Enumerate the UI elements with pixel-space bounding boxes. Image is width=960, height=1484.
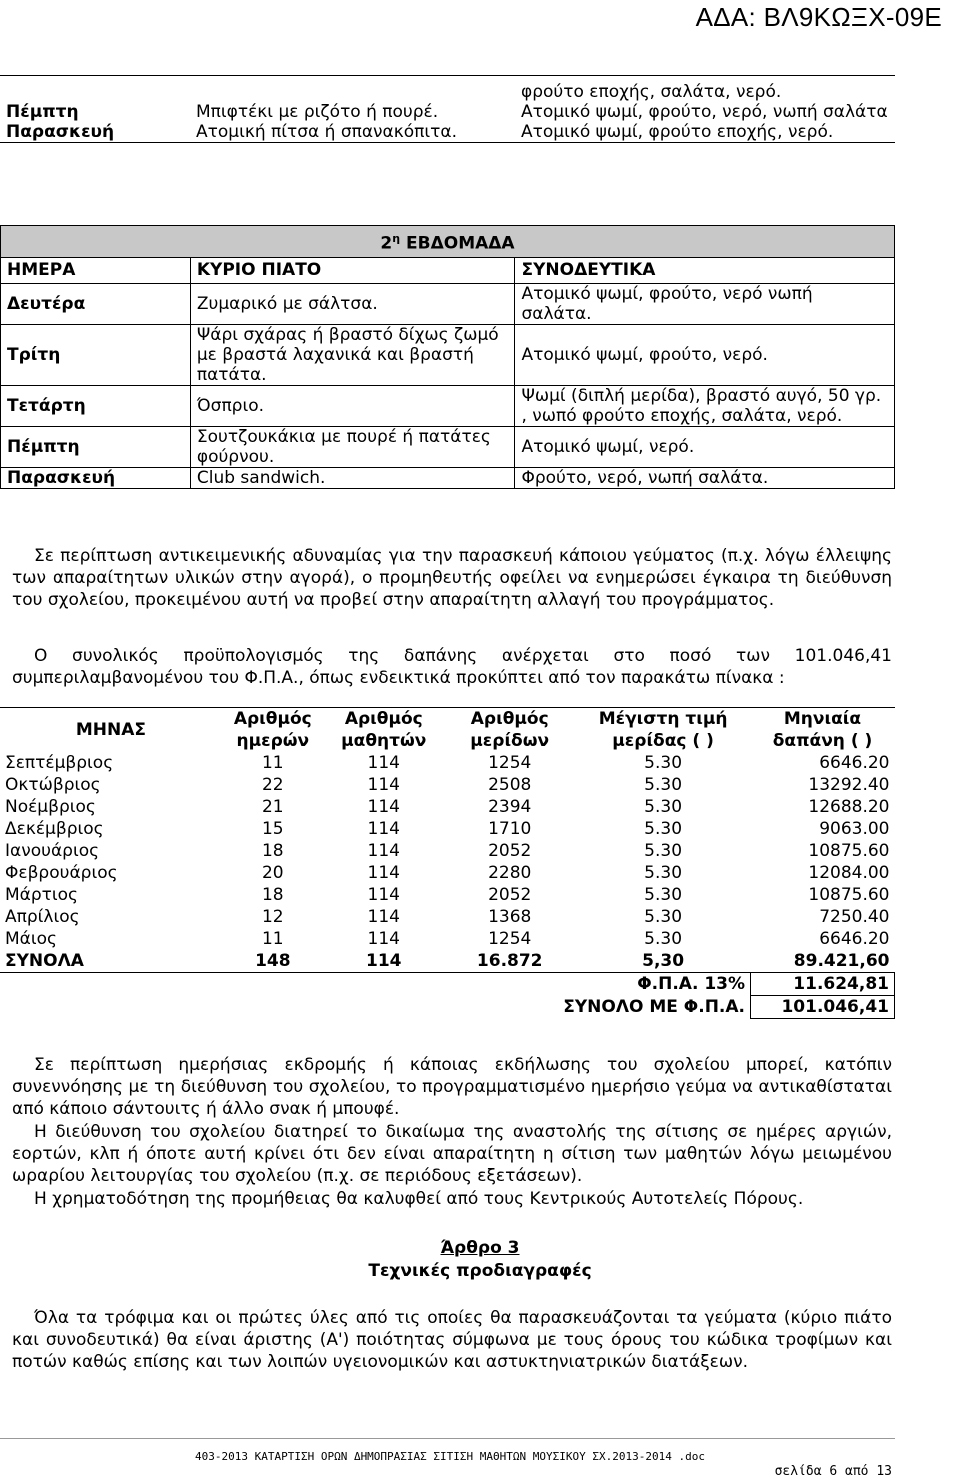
budget-cell: 2280 [488, 863, 532, 883]
side-dish-cell: Ατομικό ψωμί, φρούτο, νερό. [515, 324, 895, 385]
budget-cell: 10875.60 [808, 885, 890, 905]
totals-row [0, 950, 895, 973]
week2-menu-table [0, 225, 895, 489]
budget-cell: Οκτώβριος [5, 775, 101, 795]
column-header-max-price: Μέγιστη τιμή μερίδας ( ) [598, 709, 728, 751]
budget-cell: 114 [367, 775, 400, 795]
budget-cell: Μάιος [5, 929, 58, 949]
budget-cell: 18 [261, 841, 284, 861]
budget-cell: 20 [261, 863, 284, 883]
day-cell: Δευτέρα [1, 283, 191, 324]
budget-cell: Δεκέμβριος [5, 819, 104, 839]
day-cell: Πέμπτη [1, 426, 191, 467]
side-dish-cell: Ψωμί (διπλή μερίδα), βραστό αυγό, 50 γρ. , νωπό φρούτο εποχής, σαλάτα, νερό. [515, 385, 895, 426]
totals-cost: 89.421,60 [751, 950, 895, 973]
budget-cell: 5.30 [644, 775, 683, 795]
totals-students: 114 [324, 950, 444, 973]
table-row [1, 385, 895, 426]
budget-cell: Νοέμβριος [5, 797, 96, 817]
header-row [0, 708, 895, 753]
main-dish-cell: Μπιφτέκι με ριζότο ή πουρέ. [196, 102, 439, 122]
column-header-students: Αριθμός μαθητών [341, 709, 427, 751]
budget-cell: 2052 [488, 885, 532, 905]
main-dish-cell: Ζυμαρικό με σάλτσα. [190, 283, 515, 324]
budget-cell: 1368 [488, 907, 532, 927]
table-row [0, 928, 895, 950]
column-header-day: ΗΜΕΡΑ [1, 257, 191, 283]
budget-cell: 7250.40 [819, 907, 890, 927]
budget-cell: 12688.20 [808, 797, 890, 817]
budget-cell: 5.30 [644, 885, 683, 905]
side-dish-cell: Ατομικό ψωμί, νερό. [515, 426, 895, 467]
day-cell: Τρίτη [1, 324, 191, 385]
day-cell: Παρασκευή [6, 122, 115, 142]
grand-total-label: ΣΥΝΟΛΟ ΜΕ Φ.Π.Α. [563, 996, 746, 1017]
suspension-paragraph: Η διεύθυνση του σχολείου διατηρεί το δικαίωμα της αναστολής της σίτισης σε ημέρες αργιών, εορτών, κλπ ή όποτε αυτή κρίνει ότι δεν είναι απαραίτητη η σίτιση των μαθητών λόγω μειωμένου ωραρίου λειτουργίας του σχολείου (π.χ. σε περιόδους εξετάσεων). [12, 1122, 892, 1186]
budget-cell: 1254 [488, 929, 532, 949]
table-row [1, 324, 895, 385]
table-row [0, 122, 895, 143]
page-number: σελίδα 6 από 13 [774, 1464, 892, 1479]
week-title: $2^\eta$ ΕΒΔΟΜΑΔΑ [1, 226, 895, 258]
table-row [1, 467, 895, 488]
budget-cell: Απρίλιος [5, 907, 80, 927]
header-row [1, 257, 895, 283]
column-header-monthly-cost: Μηνιαία δαπάνη ( ) [772, 709, 873, 751]
budget-cell: 12084.00 [808, 863, 890, 883]
side-dish-cell: φρούτο εποχής, σαλάτα, νερό. [521, 82, 782, 102]
budget-cell: 2394 [488, 797, 532, 817]
budget-cell: 12 [261, 907, 284, 927]
budget-cell: 114 [367, 863, 400, 883]
day-cell [0, 76, 190, 103]
totals-price: 5,30 [576, 950, 751, 973]
budget-cell: 10875.60 [808, 841, 890, 861]
budget-cell: 5.30 [644, 907, 683, 927]
budget-cell: Μάρτιος [5, 885, 79, 905]
column-header-month: ΜΗΝΑΣ [75, 720, 146, 740]
article-title: Άρθρο 3 [440, 1238, 520, 1258]
budget-cell: 22 [261, 775, 284, 795]
main-dish-cell: Club sandwich. [190, 467, 515, 488]
column-header-portions: Αριθμός μερίδων [470, 709, 550, 751]
budget-cell: 5.30 [644, 819, 683, 839]
budget-cell: Σεπτέμβριος [5, 753, 114, 773]
substitution-paragraph: Σε περίπτωση αντικειμενικής αδυναμίας για την παρασκευή κάποιου γεύματος (π.χ. λόγω έλλειψης των απαραίτητων υλικών στην αγορά), ο προμηθευτής οφείλει να ενημερώσει έγκαιρα τη διεύθυνση του σχολείου, προκειμένου αυτή να προβεί στην απαραίτητη αλλαγή του προγράμματος. [12, 546, 892, 610]
column-header-side: ΣΥΝΟΔΕΥΤΙΚΑ [515, 257, 895, 283]
vat-value: 11.624,81 [751, 973, 895, 996]
budget-cell: 11 [261, 753, 284, 773]
budget-cell: 114 [367, 885, 400, 905]
article-subtitle: Τεχνικές προδιαγραφές [368, 1261, 592, 1281]
main-dish-cell: Όσπριο. [190, 385, 515, 426]
budget-cell: 5.30 [644, 863, 683, 883]
budget-cell: Ιανουάριος [5, 841, 100, 861]
budget-cell: 114 [367, 929, 400, 949]
budget-cell: 2508 [488, 775, 532, 795]
table-row [0, 862, 895, 884]
side-dish-cell: Ατομικό ψωμί, φρούτο εποχής, νερό. [521, 122, 834, 142]
day-cell: Πέμπτη [6, 102, 79, 122]
table-row [1, 426, 895, 467]
vat-label: Φ.Π.Α. 13% [637, 974, 746, 994]
totals-days: 148 [222, 950, 324, 973]
budget-cell: 11 [261, 929, 284, 949]
budget-paragraph: Ο συνολικός προϋπολογισμός της δαπάνης ανέρχεται στο ποσό των 101.046,41 συμπεριλαμβανομένου του Φ.Π.Α., όπως ενδεικτικά προκύπτει από τον παρακάτω πίνακα : [12, 646, 892, 688]
document-code: ΑΔΑ: ΒΛ9ΚΩΞΧ-09Ε [695, 2, 942, 32]
budget-cell: 2052 [488, 841, 532, 861]
day-cell: Τετάρτη [1, 385, 191, 426]
table-row [0, 906, 895, 928]
budget-cell: 5.30 [644, 841, 683, 861]
column-header-days: Αριθμός ημερών [233, 709, 312, 751]
funding-paragraph: Η χρηματοδότηση της προμήθειας θα καλυφθεί από τους Κεντρικούς Αυτοτελείς Πόρους. [34, 1189, 804, 1209]
vat-row [0, 973, 895, 996]
table-row [0, 796, 895, 818]
table-row [0, 752, 895, 774]
budget-cell: 1254 [488, 753, 532, 773]
table-row [1, 283, 895, 324]
excursion-paragraph: Σε περίπτωση ημερήσιας εκδρομής ή κάποιας εκδήλωσης του σχολείου μπορεί, κατόπιν συνεννόησης με τη διεύθυνση του σχολείου, το προγραμματισμένο ημερήσιο γεύμα να αντικαθίσταται από κάποιο σάντουιτς ή άλλο σνακ ή μπουφέ. [12, 1055, 892, 1119]
budget-table [0, 707, 895, 1019]
main-dish-cell: Σουτζουκάκια με πουρέ ή πατάτες φούρνου. [190, 426, 515, 467]
side-dish-cell: Ατομικό ψωμί, φρούτο, νερό, νωπή σαλάτα [521, 102, 888, 122]
week1-menu-table [0, 75, 895, 143]
budget-cell: 21 [261, 797, 284, 817]
table-row [0, 102, 895, 122]
week-title-row [1, 226, 895, 258]
budget-cell: 114 [367, 907, 400, 927]
budget-cell: 13292.40 [808, 775, 890, 795]
budget-cell: 5.30 [644, 753, 683, 773]
side-dish-cell: Ατομικό ψωμί, φρούτο, νερό νωπή σαλάτα. [515, 283, 895, 324]
budget-cell: 114 [367, 753, 400, 773]
totals-portions: 16.872 [444, 950, 576, 973]
table-row [0, 774, 895, 796]
grand-total-value: 101.046,41 [751, 996, 895, 1019]
table-row [0, 884, 895, 906]
table-row [0, 76, 895, 103]
day-cell: Παρασκευή [1, 467, 191, 488]
budget-cell: 5.30 [644, 797, 683, 817]
budget-cell: 6646.20 [819, 753, 890, 773]
table-row [0, 840, 895, 862]
side-dish-cell: Φρούτο, νερό, νωπή σαλάτα. [515, 467, 895, 488]
budget-cell: Φεβρουάριος [5, 863, 118, 883]
footer-filename: 403-2013 ΚΑΤΑΡΤΙΣΗ ΟΡΩΝ ΔΗΜΟΠΡΑΣΙΑΣ ΣΙΤΙΣΗ ΜΑΘΗΤΩΝ ΜΟΥΣΙΚΟΥ ΣΧ.2013-2014 .doc [195, 1450, 705, 1463]
budget-cell: 5.30 [644, 929, 683, 949]
main-dish-cell: Ατομική πίτσα ή σπανακόπιτα. [196, 122, 457, 142]
budget-cell: 114 [367, 797, 400, 817]
budget-cell: 114 [367, 819, 400, 839]
budget-cell: 1710 [488, 819, 532, 839]
budget-cell: 9063.00 [819, 819, 890, 839]
grand-total-row [0, 996, 895, 1019]
budget-cell: 114 [367, 841, 400, 861]
totals-label: ΣΥΝΟΛΑ [0, 950, 222, 973]
column-header-main: ΚΥΡΙΟ ΠΙΑΤΟ [190, 257, 515, 283]
table-row [0, 818, 895, 840]
main-dish-cell: Ψάρι σχάρας ή βραστό δίχως ζωμό με βραστά λαχανικά και βραστή πατάτα. [190, 324, 515, 385]
footer-rule [0, 1438, 895, 1439]
budget-cell: 6646.20 [819, 929, 890, 949]
budget-cell: 18 [261, 885, 284, 905]
budget-cell: 15 [261, 819, 284, 839]
main-dish-cell [190, 76, 515, 103]
specs-paragraph: Όλα τα τρόφιμα και οι πρώτες ύλες από τις οποίες θα παρασκευάζονται τα γεύματα (κύριο πιάτο και συνοδευτικά) θα είναι άριστης (Α') ποιότητας σύμφωνα με τους όρους του κώδικα τροφίμων και ποτών καθώς επίσης και των λοιπών υγειονομικών και αστυκτηνιατρικών διατάξεων. [12, 1308, 892, 1372]
